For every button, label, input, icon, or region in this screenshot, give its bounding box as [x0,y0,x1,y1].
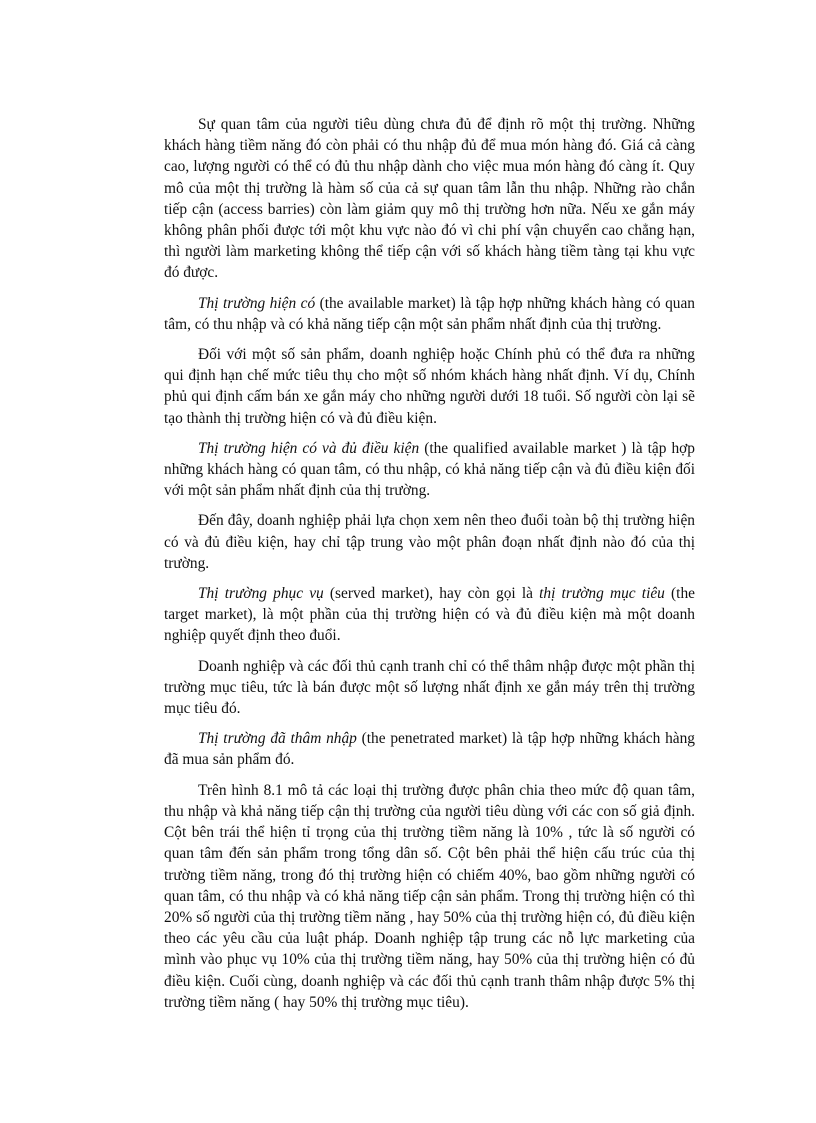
paragraph-penetrated-market [164,728,695,770]
term-penetrated-market: Thị trường đã thâm nhập [198,730,357,748]
paragraph-text: Trên hình 8.1 mô tả các loại thị trường được phân chia theo mức độ quan tâm, thu nhập và khả năng tiếp cận thị trường của người tiêu dùng với các con số giả định. Cột bên trái thể hiện tỉ trọng của thị trường tiềm năng là 10% , tức là số người có quan tâm đến sản phẩm trong tổng dân số. Cột bên phải thể hiện cấu trúc của thị trường tiềm năng, trong đó thị trường hiện có chiếm 40%, bao gồm những người có quan tâm, có thu nhập và có khả năng tiếp cận sản phẩm. Trong thị trường hiện có thì 20% số người của thị trường tiềm năng , hay 50% của thị trường hiện có, đủ điều kiện theo các yêu cầu của luật pháp. Doanh nghiệp tập trung các nỗ lực marketing của mình vào phục vụ 10% của thị trường tiềm năng, hay 50% của thị trường hiện có đủ điều kiện. Cuối cùng, doanh nghiệp và các đối thủ cạnh tranh thâm nhập được 5% thị trường tiềm năng ( hay 50% thị trường mục tiêu). [164,781,695,1011]
paragraph-text: (the target market), là một phần của thị trường hiện có và đủ điều kiện mà một doanh nghiệp quyết định theo đuổi. [164,585,695,645]
paragraph-figure-description [164,780,695,1013]
body-text [164,114,695,1022]
term-target-market: thị trường mục tiêu [539,585,665,603]
paragraph-regulations [164,344,695,429]
term-served-market: Thị trường phục vụ [198,585,324,603]
paragraph-text: Đến đây, doanh nghiệp phải lựa chọn xem nên theo đuổi toàn bộ thị trường hiện có và đủ điều kiện, hay chỉ tập trung vào một phân đoạn nhất định nào đó của thị trường. [164,512,695,572]
paragraph-choice [164,510,695,574]
paragraph-text: Doanh nghiệp và các đối thủ cạnh tranh chỉ có thể thâm nhập được một phần thị trường mục tiêu, tức là bán được một số lượng nhất định xe gắn máy trên thị trường mục tiêu đó. [164,657,695,718]
paragraph-qualified-market [164,438,695,502]
paragraph-text: (the available market) là tập hợp những khách hàng có quan tâm, có thu nhập và có khả năng tiếp cận một sản phẩm nhất định của thị trường. [164,294,695,333]
paragraph-purchasing-power [164,114,695,284]
term-available-market: Thị trường hiện có [198,294,316,312]
paragraph-competitors [164,656,695,720]
paragraph-text: (served market), hay còn gọi là [323,585,540,603]
paragraph-text: Sự quan tâm của người tiêu dùng chưa đủ để định rõ một thị trường. Những khách hàng tiềm năng đó còn phải có thu nhập đủ để mua món hàng đó. Giá cả càng cao, lượng người có thể có đủ thu nhập dành cho việc mua món hàng đó càng ít. Quy mô của một thị trường là hàm số của cả sự quan tâm lẫn thu nhập. Những rào chắn tiếp cận (access barries) còn làm giảm quy mô thị trường hơn nữa. Nếu xe gắn máy không phân phối được tới một khu vực nào đó vì chi phí vận chuyển cao chẳng hạn, thì người làm marketing không thể tiếp cận với số khách hàng tiềm tàng tại khu vực đó được. [164,116,695,282]
paragraph-text: (the penetrated market) là tập hợp những khách hàng đã mua sản phẩm đó. [164,730,695,769]
paragraph-served-market [164,583,695,647]
paragraph-available-market [164,293,695,335]
paragraph-text: Đối với một số sản phẩm, doanh nghiệp hoặc Chính phủ có thể đưa ra những qui định hạn chế mức tiêu thụ cho một số nhóm khách hàng nhất định. Ví dụ, Chính phủ qui định cấm bán xe gắn máy cho những người dưới 18 tuổi. Số người còn lại sẽ tạo thành thị trường hiện có và đủ điều kiện. [164,346,695,427]
term-qualified-market: Thị trường hiện có và đủ điều kiện [198,439,420,457]
paragraph-text: (the qualified available market ) là tập hợp những khách hàng có quan tâm, có thu nhập, có khả năng tiếp cận và đủ điều kiện đối với một sản phẩm nhất định của thị trường. [164,439,695,500]
